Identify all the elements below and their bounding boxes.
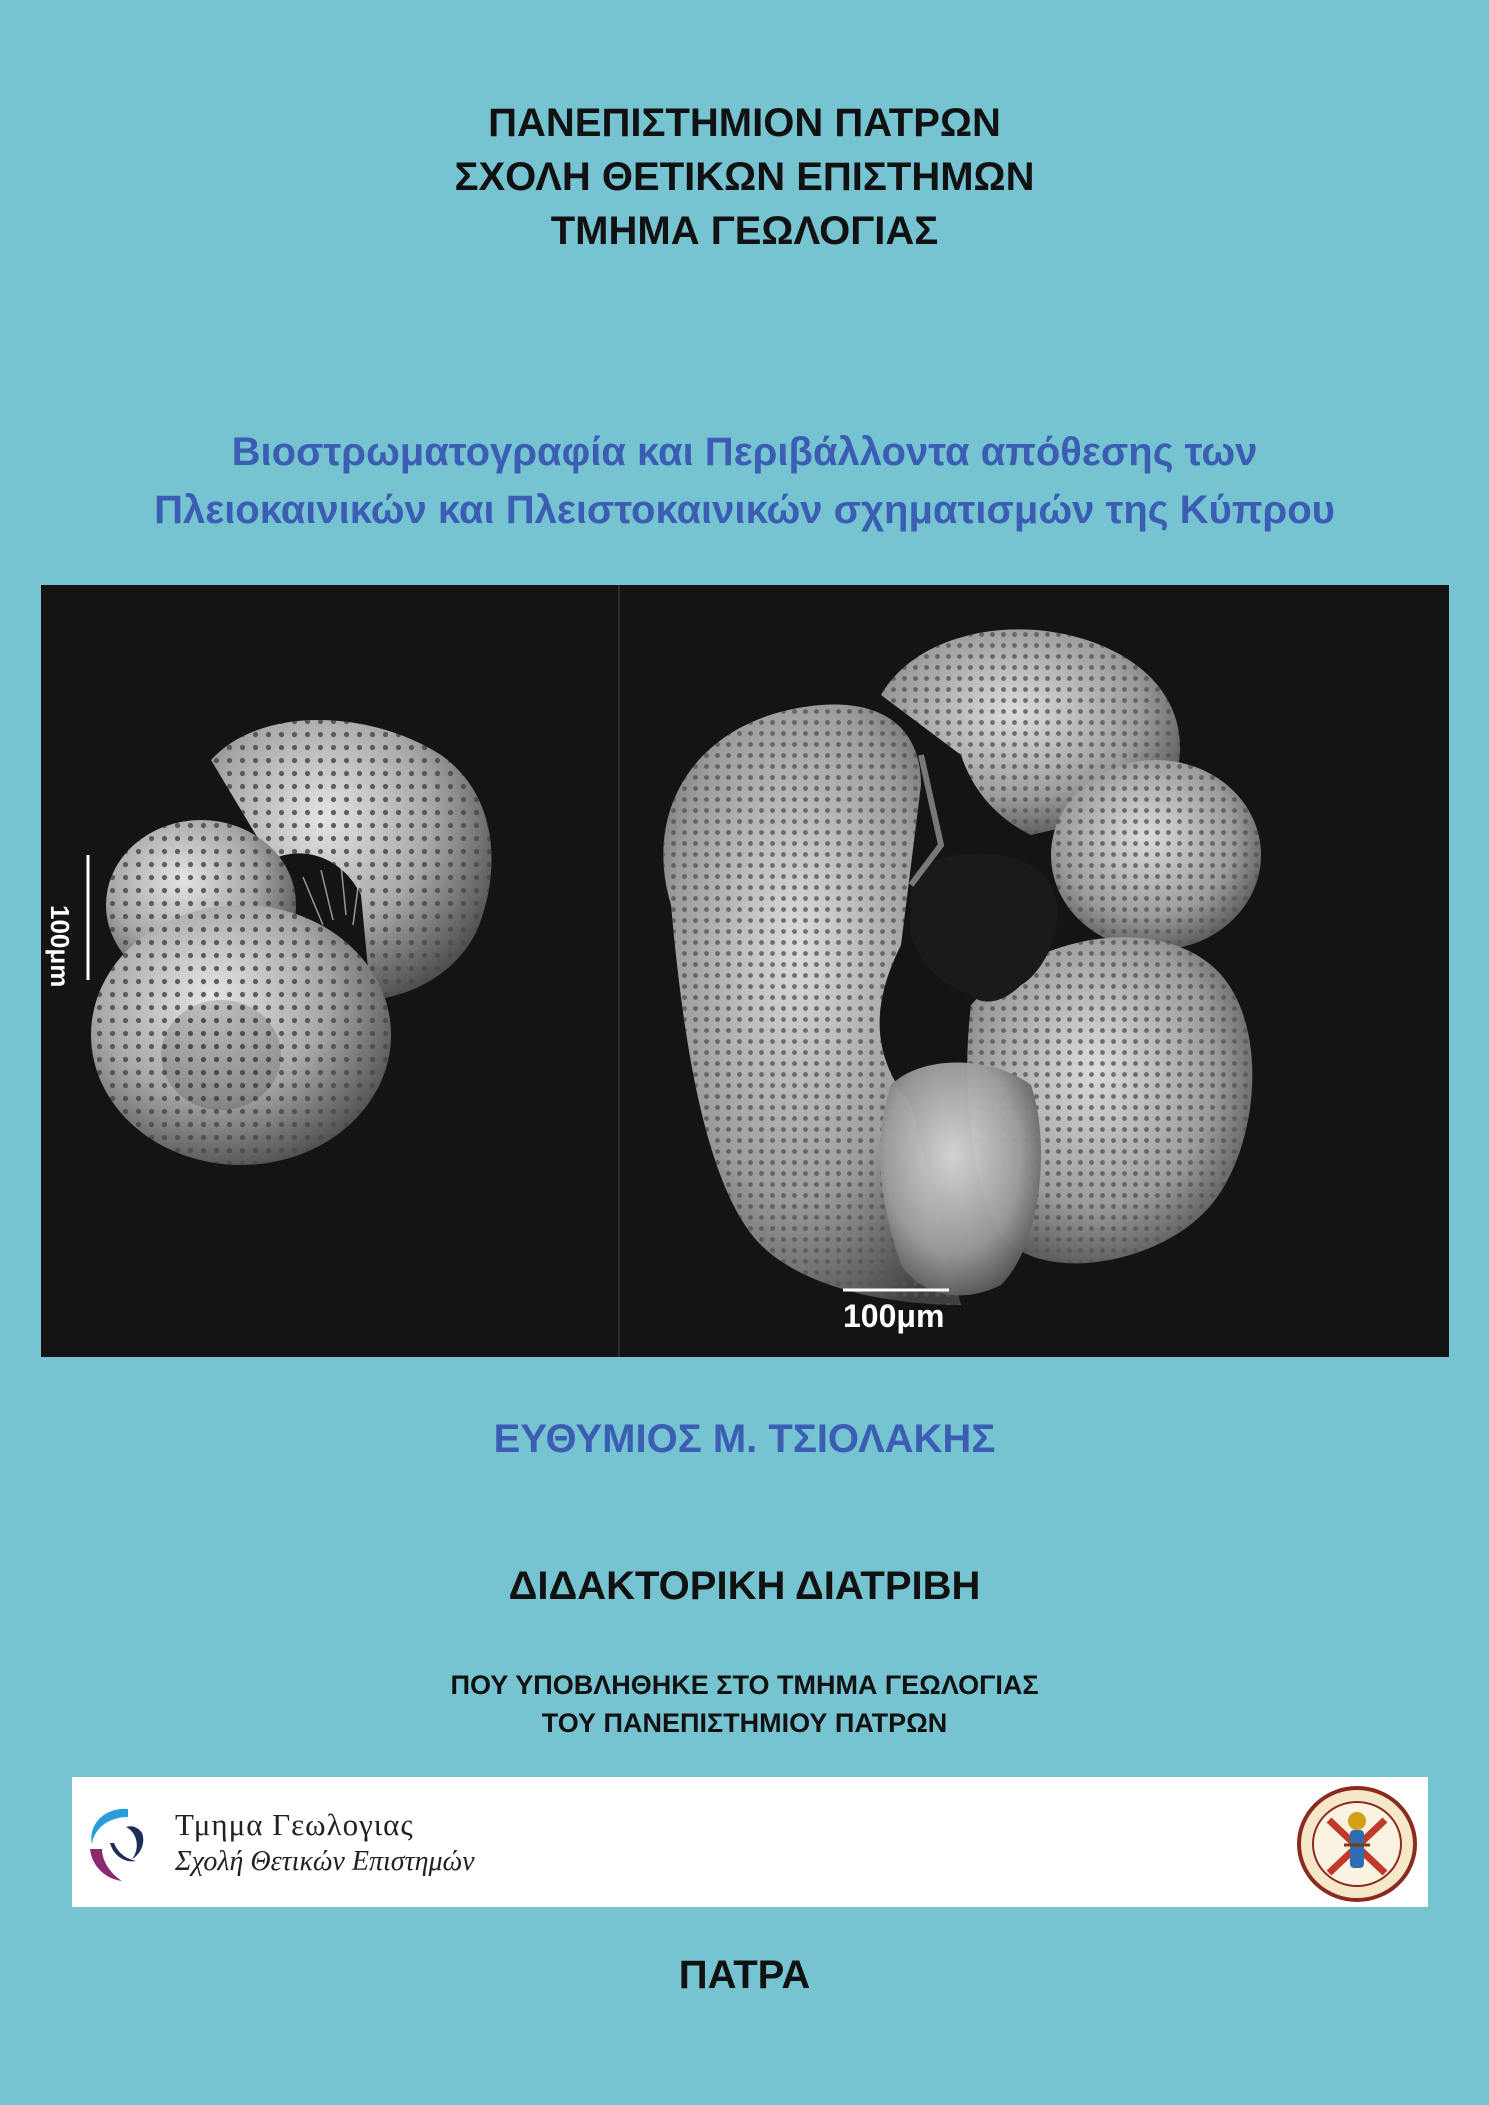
right-scale-label: 100μm xyxy=(843,1298,945,1334)
left-specimen xyxy=(45,720,492,1165)
department-logo xyxy=(80,1799,640,1889)
submission-note xyxy=(0,1666,1489,1742)
thesis-title-line-2: Πλειοκαινικών και Πλειστοκαινικών σχηματισμών της Κύπρου xyxy=(154,488,1335,532)
logo-band xyxy=(72,1777,1428,1907)
right-specimen xyxy=(663,629,1261,1334)
institution-header xyxy=(0,96,1489,258)
university-seal xyxy=(1296,1785,1418,1903)
university-name: ΠΑΝΕΠΙΣΤΗΜΙΟΝ ΠΑΤΡΩΝ xyxy=(488,101,1001,145)
school-name: ΣΧΟΛΗ ΘΕΤΙΚΩΝ ΕΠΙΣΤΗΜΩΝ xyxy=(454,155,1035,199)
author-name: ΕΥΘΥΜΙΟΣ Μ. ΤΣΙΟΛΑΚΗΣ xyxy=(493,1417,996,1461)
department-logo-mark xyxy=(80,1799,170,1889)
city-name: ΠΑΤΡΑ xyxy=(678,1953,811,1997)
thesis-title xyxy=(0,423,1489,539)
submission-note-line-1: ΠΟΥ ΥΠΟΒΛΗΘΗΚΕ ΣΤΟ ΤΜΗΜΑ ΓΕΩΛΟΓΙΑΣ xyxy=(450,1670,1039,1700)
document-type: ΔΙΔΑΚΤΟΡΙΚΗ ΔΙΑΤΡΙΒΗ xyxy=(508,1564,981,1608)
submission-note-line-2: ΤΟΥ ΠΑΝΕΠΙΣΤΗΜΙΟΥ ΠΑΤΡΩΝ xyxy=(541,1708,948,1738)
left-scale-label: 100μm xyxy=(45,905,75,988)
department-name: ΤΜΗΜΑ ΓΕΩΛΟΓΙΑΣ xyxy=(550,209,939,253)
sem-micrograph-panel xyxy=(41,585,1449,1357)
department-logo-school: Σχολή Θετικών Επιστημών xyxy=(175,1846,475,1877)
foraminifera-micrographs xyxy=(41,585,1449,1357)
department-logo-name: Τμημα Γεωλογιας xyxy=(175,1807,414,1842)
thesis-title-line-1: Βιοστρωματογραφία και Περιβάλλοντα απόθεσης των xyxy=(231,430,1258,474)
